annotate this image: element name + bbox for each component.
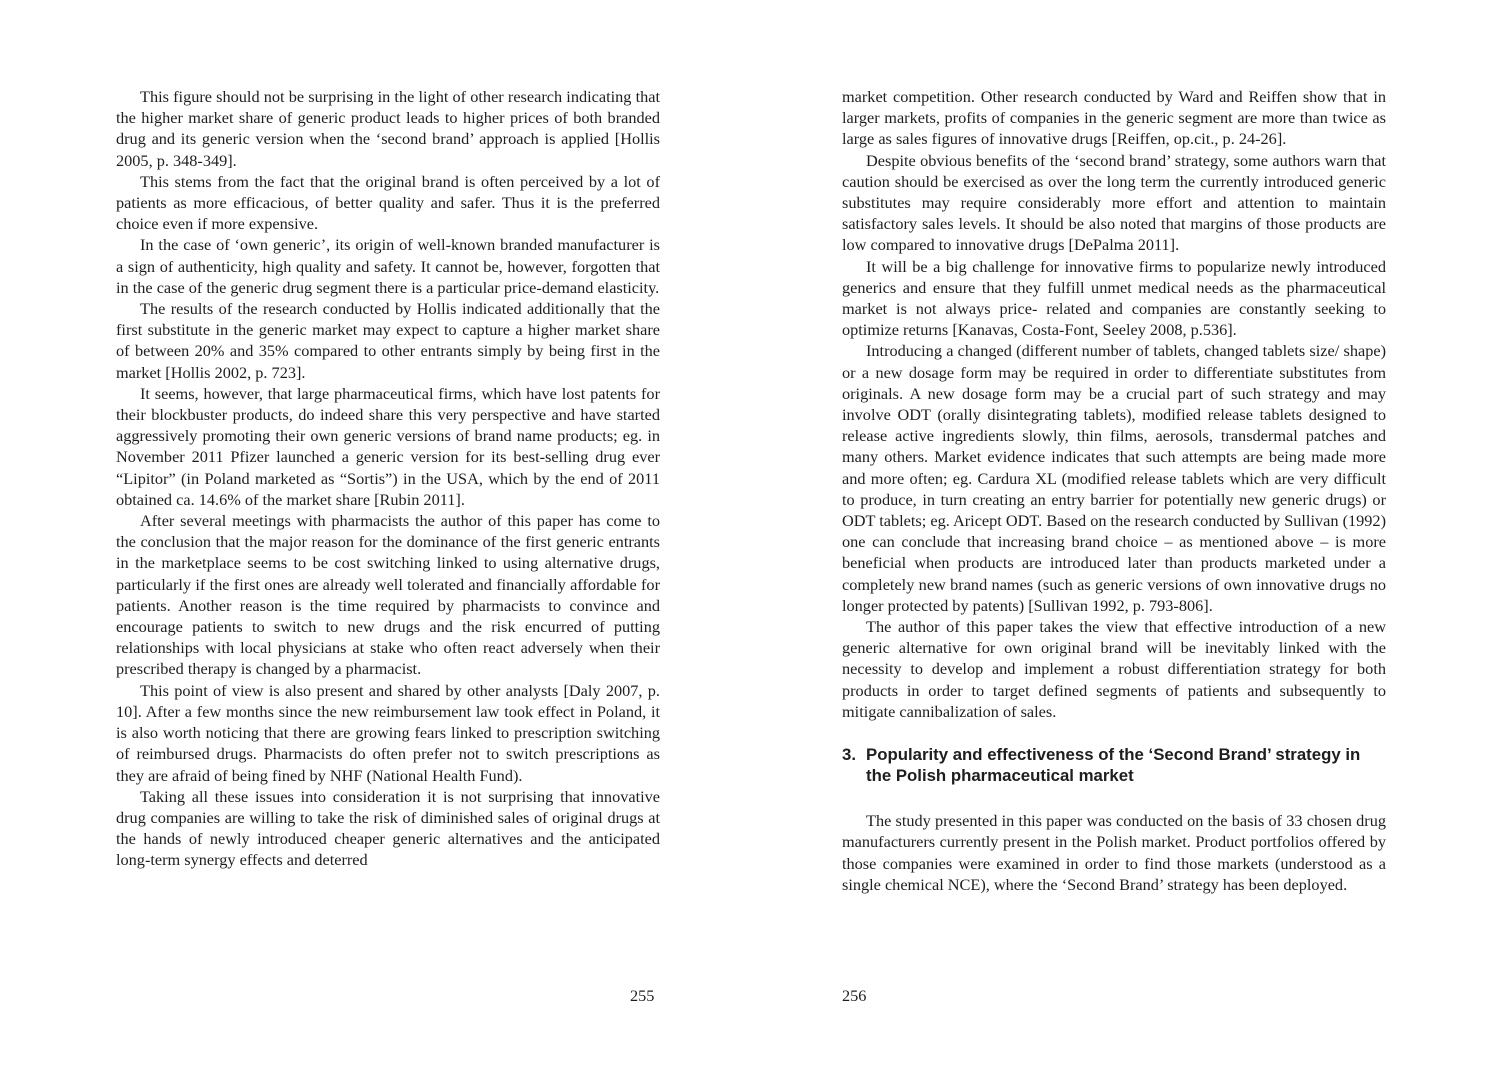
section-number: 3. bbox=[842, 745, 856, 765]
paragraph: It seems, however, that large pharmaceutical firms, which have lost patents for their blockbuster products, do indeed share this very perspective and have started aggressively promoting their own generic versions of brand name products; eg. in November 2011 Pfizer launched a generic version for its best-selling drug ever “Lipitor” (in Poland marketed as “Sortis”) in the USA, which by the end of 2011 obtained ca. 14.6% of the market share [Rubin 2011]. bbox=[116, 383, 660, 509]
paragraph: Introducing a changed (different number of tablets, changed tablets size/ shape) or a new dosage form may be required in order to differentiate substitutes from originals. A new dosage form may be a crucial part of such strategy and may involve ODT (orally disintegrating tablets), modified release tablets designed to release active ingredients slowly, thin films, aerosols, transdermal patches and many others. Market evidence indicates that such attempts are being made more and more often; eg. Cardura XL (modified release tablets which are very difficult to produce, in turn creating an entry barrier for potentially new generic drugs) or ODT tablets; eg. Aricept ODT. Based on the research conducted by Sullivan (1992) one can conclude that increasing brand choice – as mentioned above – is more beneficial when products are introduced later than products marketed under a completely new brand names (such as generic versions of own innovative drugs no longer protected by patents) [Sullivan 1992, p. 793-806]. bbox=[842, 341, 1386, 615]
paragraph: The results of the research conducted by Hollis indicated additionally that the first substitute in the generic market may expect to capture a higher market share of between 20% and 35% compared to other entrants simply by being first in the market [Hollis 2002, p. 723]. bbox=[116, 299, 660, 382]
page-number-right: 256 bbox=[842, 986, 867, 1005]
section-title: Popularity and effectiveness of the ‘Second Brand’ strategy in the Polish pharmaceutical market bbox=[866, 745, 1361, 786]
paragraph: In the case of ‘own generic’, its origin of well-known branded manufacturer is a sign of authenticity, high quality and safety. It cannot be, however, forgotten that in the case of the generic drug segment there is a particular price-demand elasticity. bbox=[116, 235, 660, 297]
section-heading bbox=[842, 744, 1386, 786]
paragraph: This point of view is also present and shared by other analysts [Daly 2007, p. 10]. After a few months since the new reimbursement law took effect in Poland, it is also worth noticing that there are growing fears linked to prescription switching of reimbursed drugs. Pharmacists do often prefer not to switch prescriptions as they are afraid of being fined by NHF (National Health Fund). bbox=[116, 680, 660, 785]
paragraph: Despite obvious benefits of the ‘second brand’ strategy, some authors warn that caution should be exercised as over the long term the currently introduced generic substitutes may require considerably more effort and attention to maintain satisfactory sales levels. It should be also noted that margins of those products are low compared to innovative drugs [DePalma 2011]. bbox=[842, 150, 1386, 255]
paragraph: It will be a big challenge for innovative firms to popularize newly introduced generics and ensure that they fulfill unmet medical needs as the pharmaceutical market is not always price- related and companies are constantly seeking to optimize returns [Kanavas, Costa-Font, Seeley 2008, p.536]. bbox=[842, 256, 1386, 340]
paragraph: This figure should not be surprising in the light of other research indicating that the higher market share of generic product leads to higher prices of both branded drug and its generic version when the ‘second brand’ approach is applied [Hollis 2005, p. 348-349]. bbox=[116, 87, 660, 170]
paragraph: After several meetings with pharmacists the author of this paper has come to the conclusion that the major reason for the dominance of the first generic entrants in the marketplace seems to be cost switching linked to using alternative drugs, particularly if the first ones are already well tolerated and financially affordable for patients. Another reason is the time required by pharmacists to convince and encourage patients to switch to new drugs and the risk encurred of putting relationships with local physicians at stake who often react adversely when their prescribed therapy is changed by a pharmacist. bbox=[116, 511, 660, 679]
paragraph: Taking all these issues into consideration it is not surprising that innovative drug companies are willing to take the risk of diminished sales of original drugs at the hands of newly introduced cheaper generic alternatives and the anticipated long-term synergy effects and deterred bbox=[116, 786, 660, 870]
paragraph: This stems from the fact that the original brand is often perceived by a lot of patients as more efficacious, of better quality and safer. Thus it is the preferred choice even if more expensive. bbox=[116, 171, 660, 234]
paragraph: The author of this paper takes the view that effective introduction of a new generic alternative for own original brand will be inevitably linked with the necessity to develop and implement a robust differentiation strategy for both products in order to target defined segments of patients and subsequently to mitigate cannibalization of sales. bbox=[842, 617, 1386, 721]
page-number-left: 255 bbox=[630, 986, 655, 1005]
left-page-text bbox=[116, 86, 660, 871]
paragraph: market competition. Other research conducted by Ward and Reiffen show that in larger markets, profits of companies in the generic segment are more than twice as large as sales figures of innovative drugs [Reiffen, op.cit., p. 24-26]. bbox=[842, 87, 1386, 149]
right-page-text bbox=[842, 86, 1386, 895]
paragraph: The study presented in this paper was conducted on the basis of 33 chosen drug manufacturers currently present in the Polish market. Product portfolios offered by those companies were examined in order to find those markets (understood as a single chemical NCE), where the ‘Second Brand’ strategy has been deployed. bbox=[842, 811, 1386, 894]
